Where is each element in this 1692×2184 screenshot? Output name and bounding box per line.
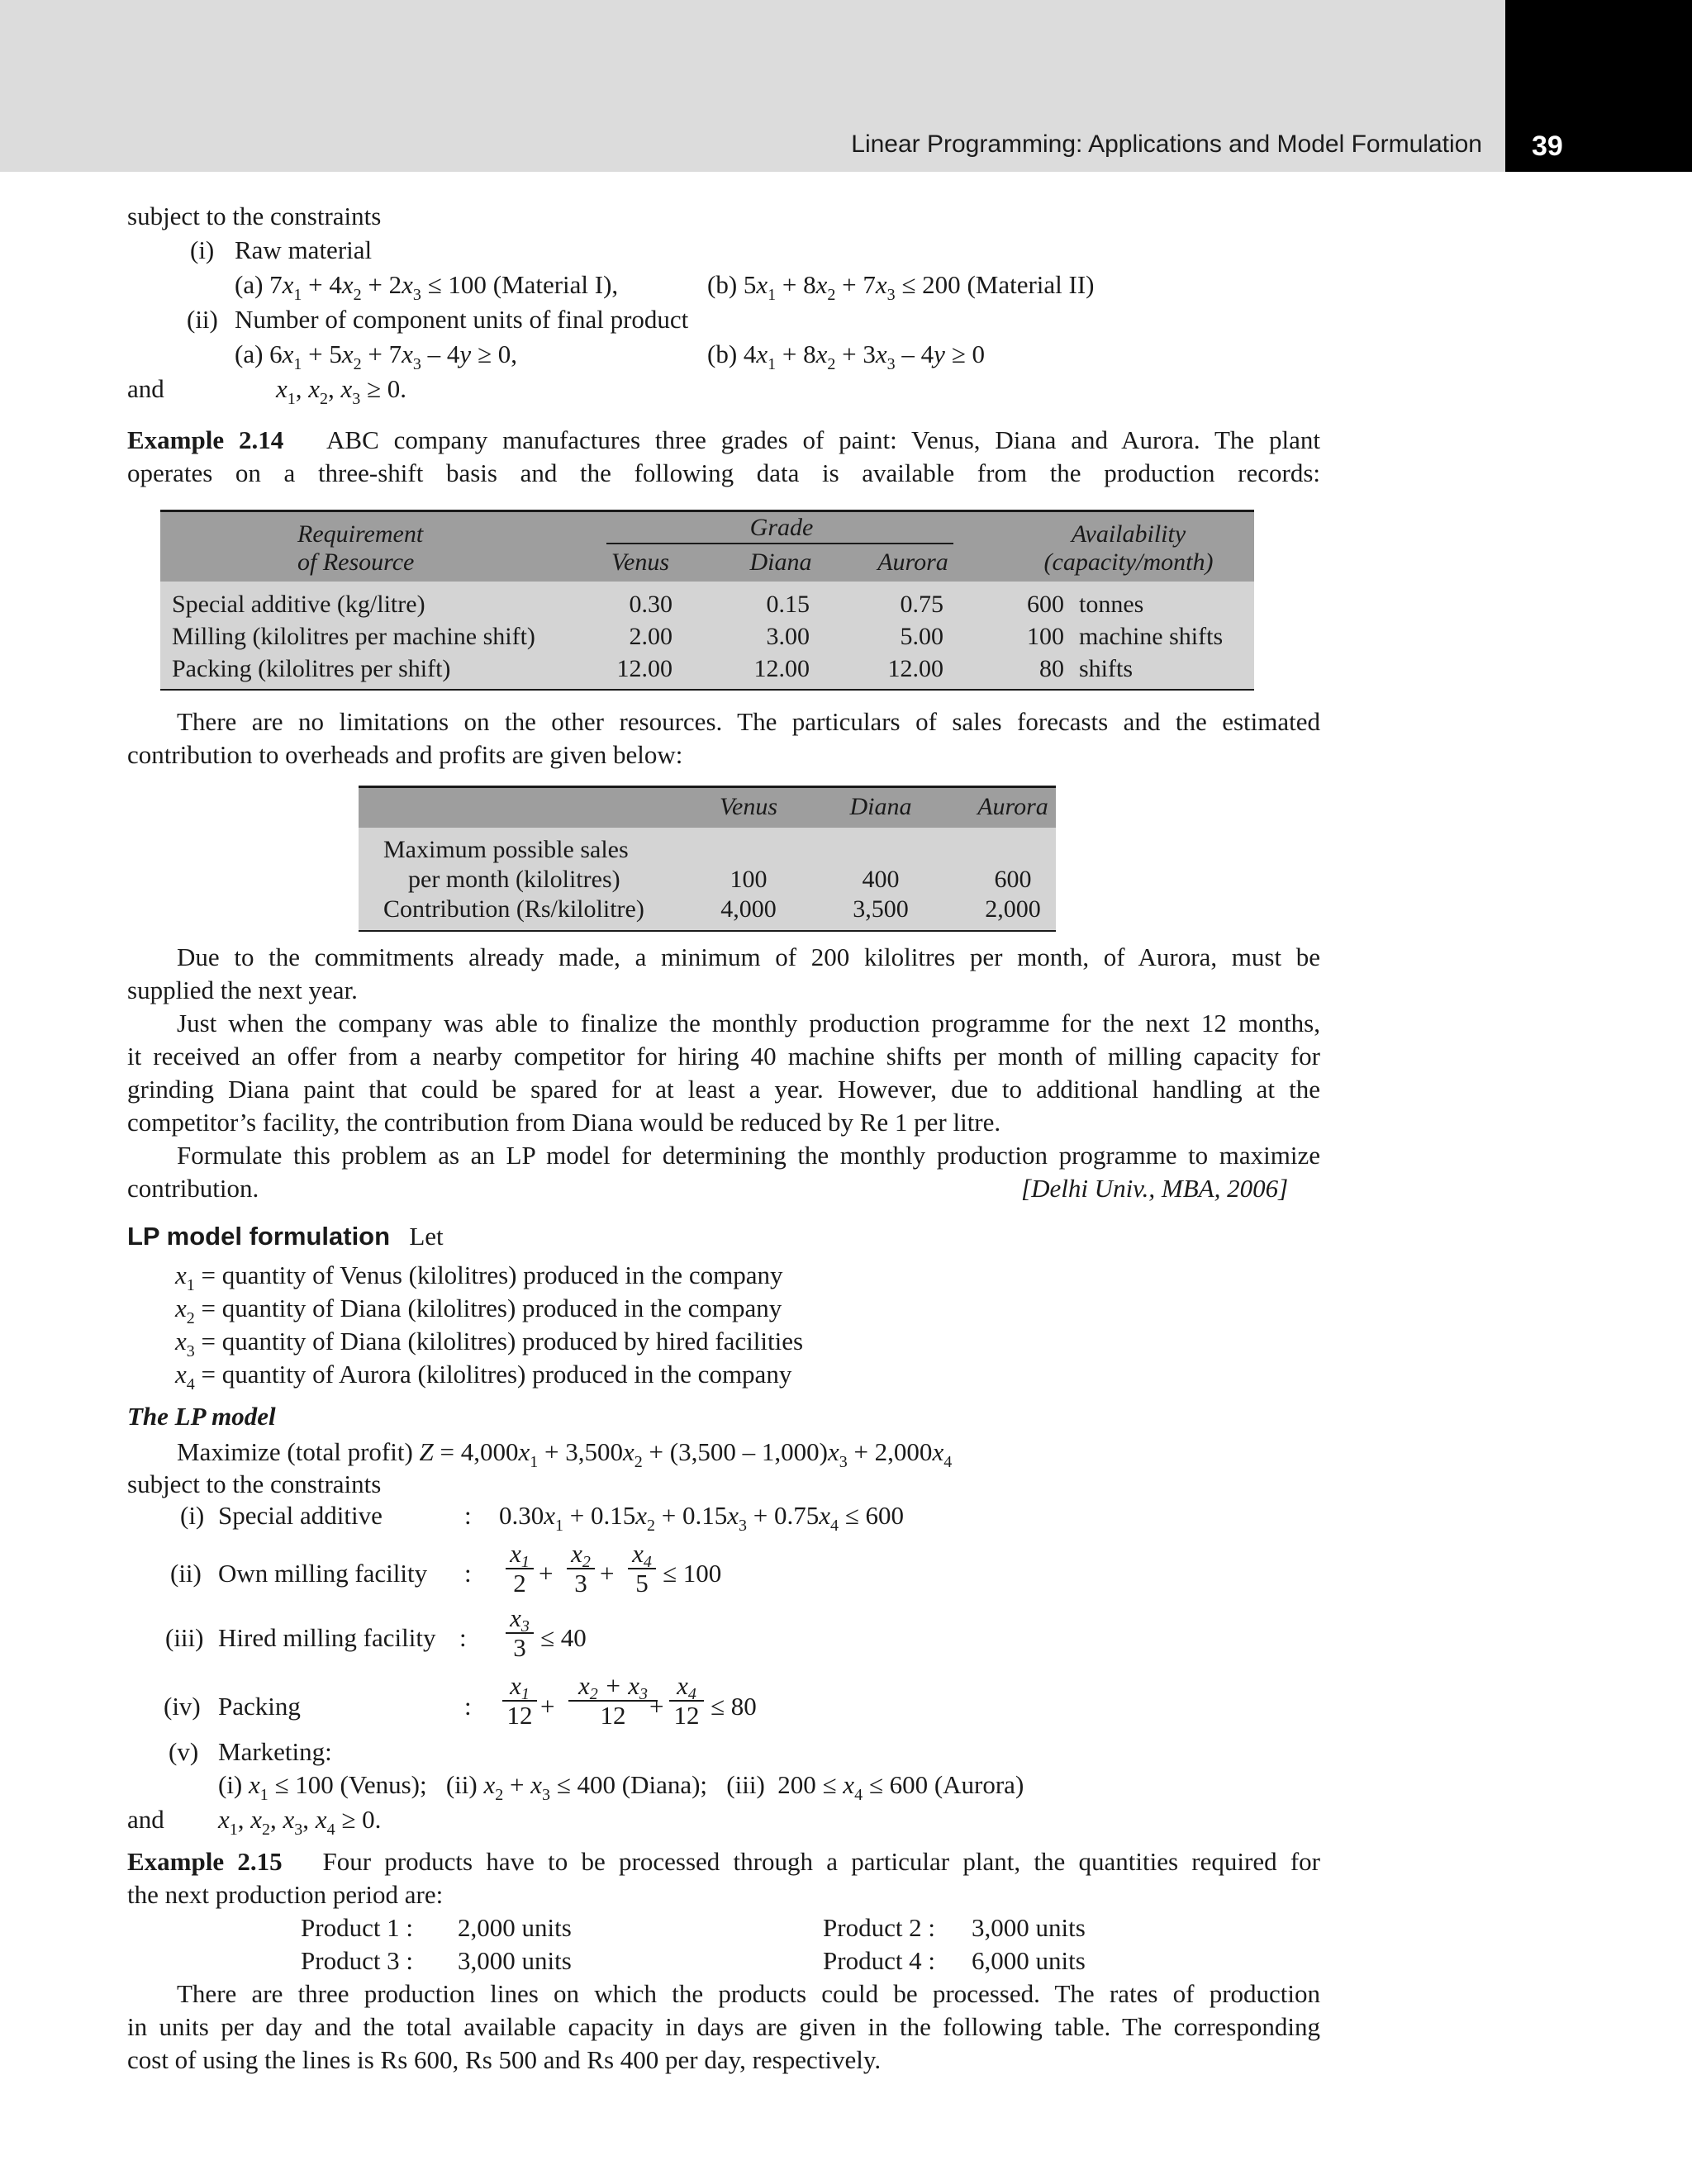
lp-c3-rhs: ≤ 40 — [540, 1623, 587, 1652]
lp-c4-rhs: ≤ 80 — [711, 1692, 757, 1721]
table1-cell-qty: 80 — [1039, 655, 1064, 682]
frac-x4-5: x4 5 — [628, 1540, 656, 1598]
lp-c1-expr: $0.30x_1 + 0.15x_2 + 0.15x_3 + 0.75x_4 \le 600$ — [499, 1501, 905, 1535]
prev-c1b: (b) $5x_1 + 8x_2 + 7x_3 \le 200$ (Material II) — [707, 270, 1095, 304]
table1-cell-qty: 100 — [1027, 623, 1064, 650]
table1-h-aurora: Aurora — [877, 548, 948, 576]
table1-h-grade: Grade — [749, 514, 814, 541]
table1-h-req1: Requirement — [297, 520, 424, 548]
table2-row2-diana: 3,500 — [853, 895, 909, 923]
lp-c4-text: Packing — [218, 1692, 301, 1721]
table1-h-avail1: Availability — [1071, 520, 1186, 548]
para2-line8: contribution. — [127, 1174, 259, 1203]
prev-c2-label: (ii) — [187, 305, 218, 334]
table1-h-venus: Venus — [611, 548, 669, 576]
table2-row2-label: Contribution (Rs/kilolitre) — [383, 895, 644, 923]
para2-line1: Due to the commitments already made, a minimum of 200 kilolitres per month, of Aurora, must be — [177, 942, 1320, 971]
table2-h-venus: Venus — [720, 793, 777, 820]
table1-h-avail2: (capacity/month) — [1043, 548, 1214, 576]
table1-cell-unit: shifts — [1079, 655, 1134, 682]
frac-x3-3: x3 3 — [506, 1604, 534, 1662]
table1-cell-aurora: 5.00 — [900, 623, 943, 650]
ex15-line2: the next production period are: — [127, 1880, 444, 1909]
lp-c3-label: (iii) — [165, 1623, 204, 1652]
para2-line4: it received an offer from a nearby competitor for hiring 40 machine shifts per month of milling capacity for — [127, 1042, 1320, 1071]
prev-and: and — [127, 374, 164, 403]
frac-x1-12: x1 12 — [502, 1672, 537, 1730]
para2-line6: competitor’s facility, the contribution from Diana would be reduced by Re 1 per litre. — [127, 1108, 1001, 1137]
product3-label: Product 3 : — [301, 1946, 414, 1975]
table1-cell-diana: 0.15 — [766, 591, 810, 618]
prev-c1-text: Raw material — [235, 235, 373, 264]
prev-c1-label: (i) — [190, 235, 215, 264]
lp-c3-text: Hired milling facility — [218, 1623, 436, 1652]
para2-line5: grinding Diana paint that could be spared for at least a year. However, due to additional handling at the — [127, 1075, 1320, 1104]
table2-row1-label-b: per month (kilolitres) — [408, 866, 620, 893]
ex15-line5: cost of using the lines is Rs 600, Rs 500 and Rs 400 per day, respectively. — [127, 2045, 882, 2074]
table1-cell-diana: 3.00 — [766, 623, 810, 650]
product4-value: 6,000 units — [972, 1946, 1086, 1975]
frac-x1-2: x1 2 — [506, 1540, 534, 1598]
lp-model-title: The LP model — [127, 1402, 276, 1431]
lp-c5-label: (v) — [169, 1737, 199, 1766]
para1-line1: There are no limitations on the other resources. The particulars of sales forecasts and the estimated — [177, 707, 1320, 736]
product1-value: 2,000 units — [458, 1913, 572, 1942]
objective: Maximize (total profit) $Z = 4,000x_1 + 3,500x_2 + (3,500 - 1,000)x_3 + 2,000x_4$ — [177, 1437, 953, 1471]
lp-c3-colon: : — [459, 1623, 467, 1652]
plus-sign: + — [540, 1692, 555, 1721]
prev-c2a: (a) $6x_1 + 5x_2 + 7x_3 - 4y \ge 0$, — [235, 339, 517, 373]
ex14-line1: Example 2.14 ABC company manufactures three grades of paint: Venus, Diana and Aurora. The plant — [127, 425, 1320, 454]
table1-cell-venus: 12.00 — [616, 655, 673, 682]
citation: [Delhi Univ., MBA, 2006] — [1021, 1174, 1289, 1203]
table1-row-label: Special additive (kg/litre) — [172, 591, 425, 618]
ex15-line4: in units per day and the total available capacity in days are given in the following table. The corresponding — [127, 2012, 1320, 2041]
table2-h-aurora: Aurora — [977, 793, 1048, 820]
table2-row1-aurora: 600 — [994, 866, 1032, 893]
table1-cell-diana: 12.00 — [753, 655, 810, 682]
var-def-x4: $x_4$ = quantity of Aurora (kilolitres) produced in the company — [175, 1360, 792, 1393]
ex14-label: Example 2.14 — [127, 425, 284, 454]
para2-line3: Just when the company was able to finalize the monthly production programme for the next 12 months, — [177, 1009, 1320, 1037]
table2-row1-diana: 400 — [862, 866, 900, 893]
plus-sign: + — [600, 1559, 615, 1588]
prev-c2-text: Number of component units of final product — [235, 305, 689, 334]
ex14-line2: operates on a three-shift basis and the following data is available from the production records: — [127, 458, 1320, 487]
lp-nonneg: $x_1$, $x_2$, $x_3$, $x_4 \ge 0$. — [218, 1805, 382, 1839]
table1-row-label: Packing (kilolitres per shift) — [172, 655, 451, 682]
product2-value: 3,000 units — [972, 1913, 1086, 1942]
prev-nonneg: $x_1$, $x_2$, $x_3 \ge 0$. — [276, 374, 407, 408]
prev-c1a: (a) $7x_1 + 4x_2 + 2x_3 \le 100$ (Material I), — [235, 270, 619, 304]
var-def-x3: $x_3$ = quantity of Diana (kilolitres) produced by hired facilities — [175, 1327, 804, 1360]
product4-label: Product 4 : — [823, 1946, 936, 1975]
table1-cell-unit: tonnes — [1079, 591, 1144, 618]
ex15-line3: There are three production lines on which the products could be processed. The rates of production — [177, 1979, 1320, 2008]
lp-c1-label: (i) — [180, 1501, 205, 1530]
table2-row2-aurora: 2,000 — [985, 895, 1041, 923]
lp-marketing-line: (i) $x_1 \le 100$ (Venus); (ii) $x_2 + x_3 \le 400$ (Diana); (iii) $200 \le x_4 \le 600$ (Aurora) — [218, 1770, 1024, 1804]
prev-subject: subject to the constraints — [127, 202, 382, 230]
var-def-x1: $x_1$ = quantity of Venus (kilolitres) produced in the company — [175, 1261, 783, 1294]
table1-cell-aurora: 12.00 — [887, 655, 943, 682]
lp-heading: LP model formulation — [127, 1222, 391, 1251]
table1-h-diana: Diana — [749, 548, 812, 576]
lp-heading-line: LP model formulation Let — [127, 1222, 444, 1251]
frac-x2-3: x2 3 — [567, 1540, 595, 1598]
lp-c2-rhs: ≤ 100 — [663, 1559, 722, 1588]
table1-bottom-rule — [160, 689, 1254, 691]
table2-h-diana: Diana — [849, 793, 912, 820]
lp-and: and — [127, 1805, 164, 1834]
prev-c2b: (b) $4x_1 + 8x_2 + 3x_3 - 4y \ge 0$ — [707, 339, 985, 373]
frac-x4-12: x4 12 — [669, 1672, 704, 1730]
lp-c2-label: (ii) — [170, 1559, 202, 1588]
lp-c2-text: Own milling facility — [218, 1559, 428, 1588]
plus-sign: + — [539, 1559, 554, 1588]
lp-subject: subject to the constraints — [127, 1469, 382, 1498]
lp-c1-text: Special additive — [218, 1501, 383, 1530]
lp-c4-label: (iv) — [164, 1692, 201, 1721]
table1-cell-aurora: 0.75 — [900, 591, 943, 618]
table2-row1-venus: 100 — [730, 866, 768, 893]
lp-c2-colon: : — [464, 1559, 472, 1588]
var-def-x2: $x_2$ = quantity of Diana (kilolitres) produced in the company — [175, 1294, 782, 1327]
table1-cell-venus: 2.00 — [629, 623, 673, 650]
page-number: 39 — [1532, 131, 1563, 162]
frac-x2x3-12: x2 + x3 12 — [568, 1672, 658, 1730]
lp-c4-colon: : — [464, 1692, 472, 1721]
product1-label: Product 1 : — [301, 1913, 414, 1942]
product2-label: Product 2 : — [823, 1913, 936, 1942]
table2-row2-venus: 4,000 — [720, 895, 777, 923]
table1-h-req2: of Resource — [297, 548, 415, 576]
ex15-label: Example 2.15 — [127, 1847, 283, 1876]
table2-bottom-rule — [359, 930, 1056, 932]
ex15-line1: Example 2.15 Four products have to be processed through a particular plant, the quantities required for — [127, 1847, 1320, 1876]
table1-cell-qty: 600 — [1027, 591, 1064, 618]
para2-line2: supplied the next year. — [127, 976, 358, 1004]
para1-line2: contribution to overheads and profits are given below: — [127, 740, 683, 769]
plus-sign: + — [649, 1692, 664, 1721]
table1-cell-unit: machine shifts — [1079, 623, 1224, 650]
table1-cell-venus: 0.30 — [629, 591, 673, 618]
header-title: Linear Programming: Applications and Model Formulation — [851, 131, 1482, 158]
product3-value: 3,000 units — [458, 1946, 572, 1975]
lp-c5-text: Marketing: — [218, 1737, 332, 1766]
table1-row-label: Milling (kilolitres per machine shift) — [172, 623, 535, 650]
table2-row1-label-a: Maximum possible sales — [383, 836, 629, 863]
para2-line7: Formulate this problem as an LP model for determining the monthly production programme to maximize — [177, 1141, 1320, 1170]
lp-c1-colon: : — [464, 1501, 472, 1530]
